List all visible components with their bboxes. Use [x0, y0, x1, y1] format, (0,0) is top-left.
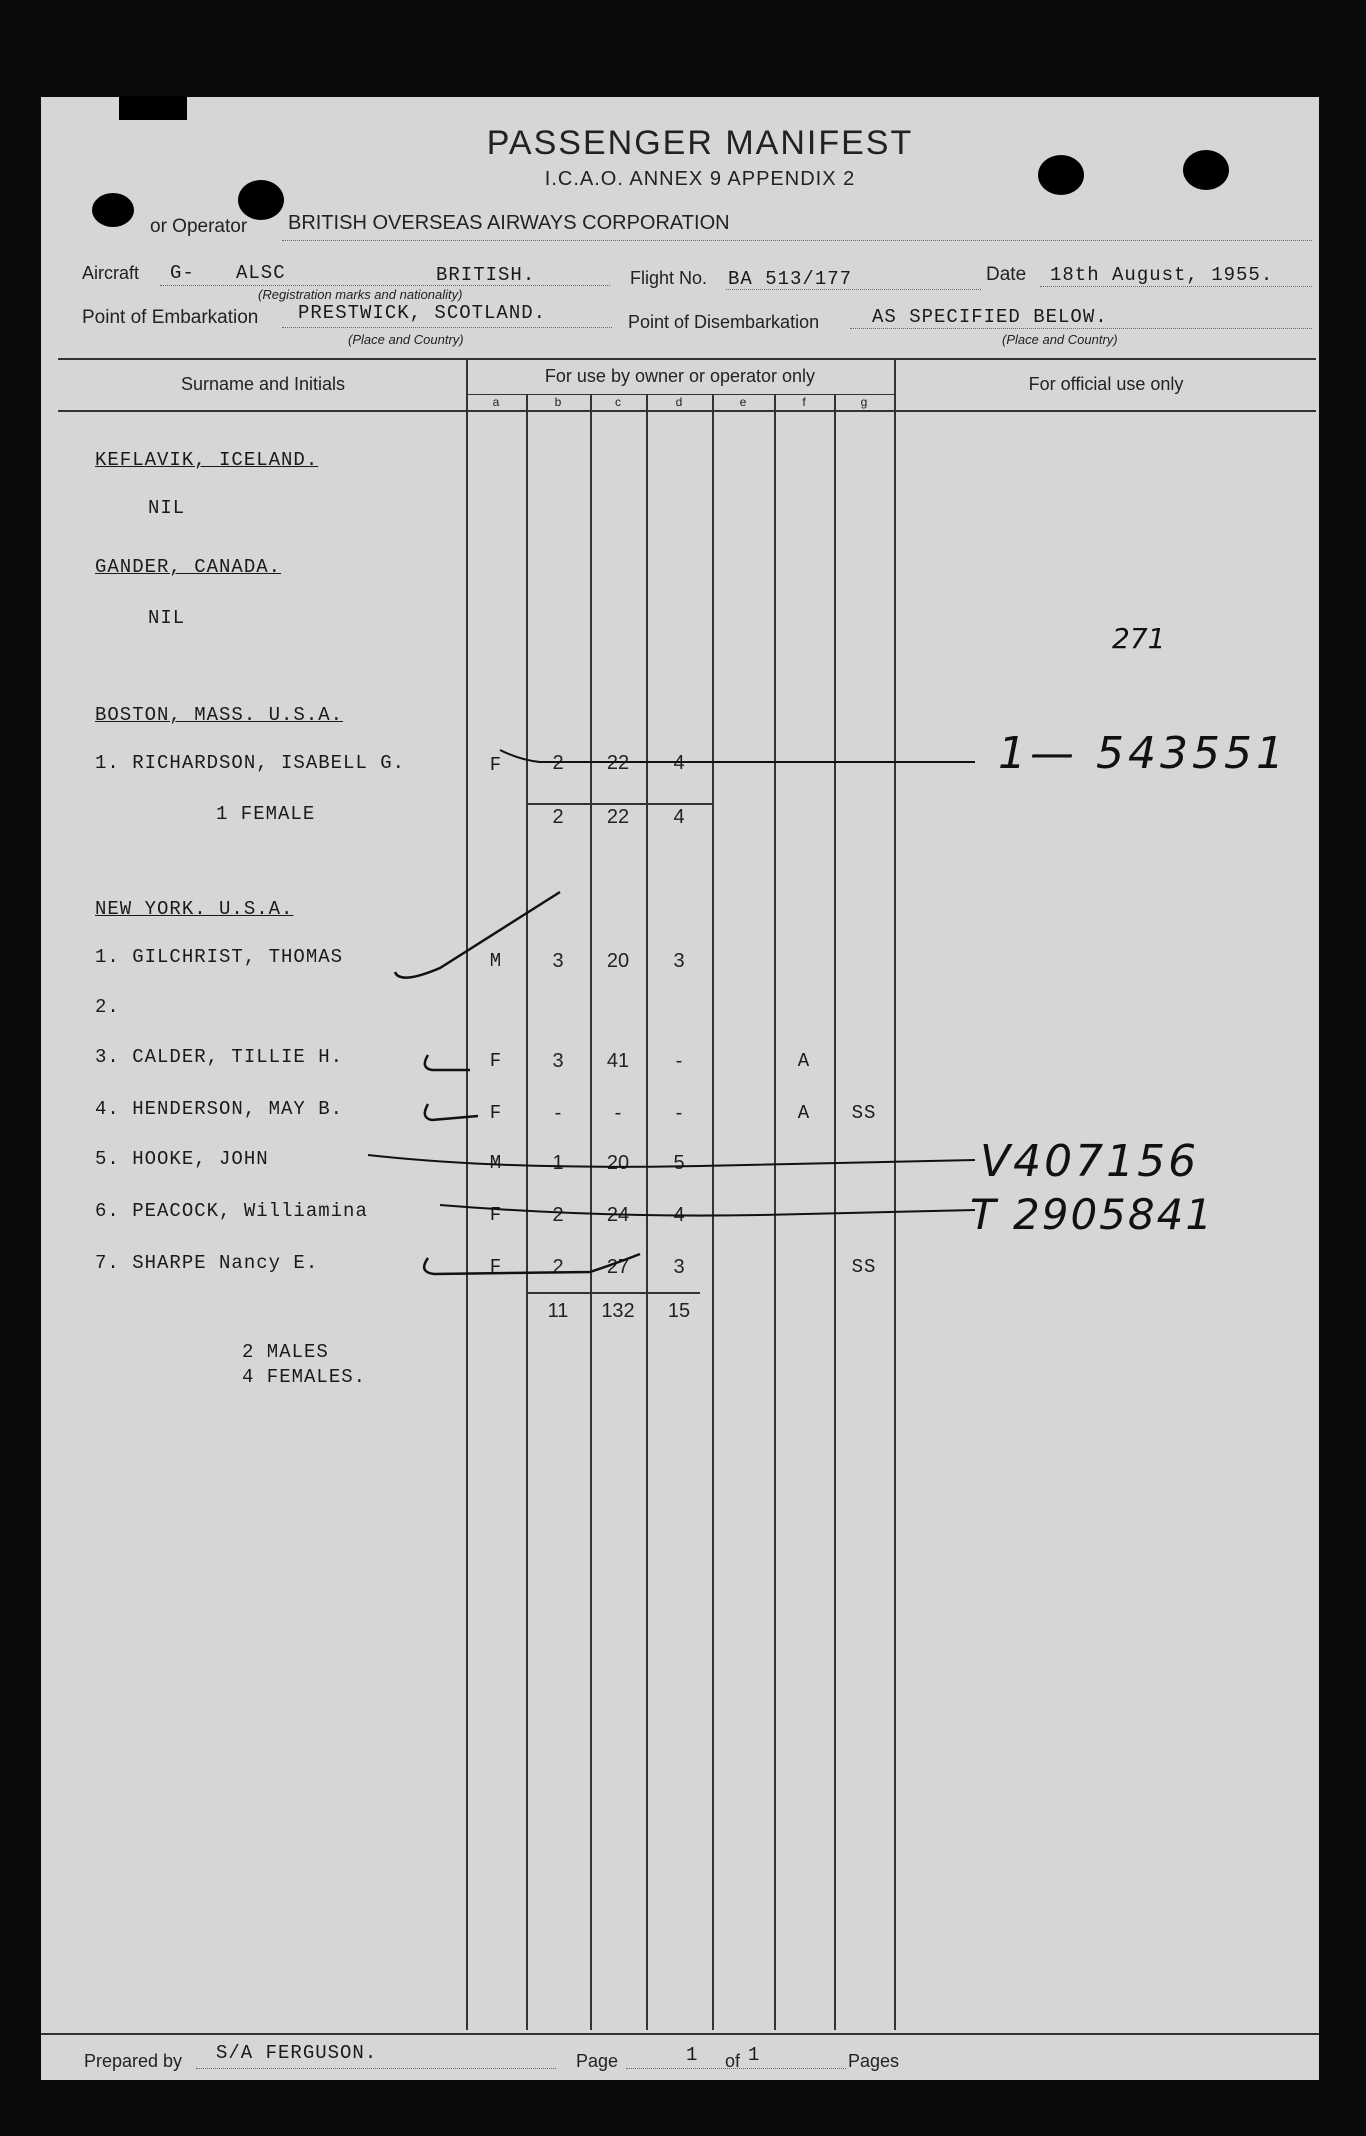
boston-total-b: 2: [552, 806, 564, 828]
passenger-col-a: F: [489, 1050, 503, 1072]
prepared-label: Prepared by: [84, 2051, 183, 2071]
column-letter-f: f: [802, 395, 806, 409]
owner-label: or Operator: [150, 216, 248, 237]
passenger-col-b: -: [554, 1102, 562, 1124]
column-letter-c: c: [615, 395, 621, 409]
passenger-col-d: -: [675, 1050, 683, 1072]
passenger-col-b: 2: [552, 752, 564, 774]
page-label: Page: [576, 2051, 619, 2071]
column-header-owner-use: For use by owner or operator only: [544, 366, 816, 386]
embark-note: (Place and Country): [348, 332, 464, 347]
passenger-name: 3. CALDER, TILLIE H.: [95, 1046, 344, 1068]
passenger-col-d: 5: [673, 1152, 685, 1174]
passenger-name: 7. SHARPE Nancy E.: [95, 1252, 319, 1274]
passenger-col-b: 3: [552, 950, 564, 972]
passenger-col-d: 3: [673, 1256, 685, 1278]
aircraft-note: (Registration marks and nationality): [258, 287, 463, 302]
passenger-col-c: 20: [606, 1152, 630, 1174]
passenger-col-c: 41: [606, 1050, 630, 1072]
aircraft-label: Aircraft: [82, 263, 140, 283]
newyork-total-b: 11: [547, 1300, 569, 1322]
official-page-number: 271: [1112, 622, 1166, 655]
aircraft-nationality: BRITISH.: [436, 264, 536, 286]
tick-henderson: [425, 1104, 478, 1120]
passenger-col-a: F: [489, 1204, 503, 1226]
passenger-name: 1. GILCHRIST, THOMAS: [95, 946, 344, 968]
disembark-value: AS SPECIFIED BELOW.: [872, 306, 1108, 328]
passenger-col-c: -: [614, 1102, 622, 1124]
owner-value: BRITISH OVERSEAS AIRWAYS CORPORATION: [288, 212, 730, 234]
passenger-col-c: 24: [606, 1204, 630, 1226]
column-letter-e: e: [739, 395, 747, 409]
passenger-col-f: A: [797, 1050, 811, 1072]
embark-value: PRESTWICK, SCOTLAND.: [298, 302, 547, 324]
section-heading-keflavik: KEFLAVIK, ICELAND.: [95, 449, 319, 471]
strike-line-hooke: [368, 1155, 975, 1167]
passenger-name: 6. PEACOCK, Williamina: [95, 1200, 368, 1222]
passenger-name: 2.: [95, 996, 120, 1018]
passenger-col-c: 27: [606, 1256, 630, 1278]
disembark-note: (Place and Country): [1002, 332, 1118, 347]
manifest-title: PASSENGER MANIFEST: [486, 124, 914, 162]
passenger-col-d: -: [675, 1102, 683, 1124]
passenger-name: 5. HOOKE, JOHN: [95, 1148, 269, 1170]
section-heading-gander: GANDER, CANADA.: [95, 556, 282, 578]
tick-calder: [425, 1055, 470, 1070]
flight-number: BA 513/177: [728, 268, 853, 290]
newyork-summary-females: 4 FEMALES.: [242, 1366, 367, 1388]
passenger-col-a: F: [489, 1256, 503, 1278]
boston-total-d: 4: [673, 806, 685, 828]
column-letter-d: d: [675, 395, 683, 409]
section-heading-boston: BOSTON, MASS. U.S.A.: [95, 704, 344, 726]
passenger-col-d: 4: [673, 752, 685, 774]
official-note-2: V407156: [980, 1136, 1200, 1187]
passenger-col-d: 3: [673, 950, 685, 972]
aircraft-prefix: G-: [170, 262, 195, 284]
column-letter-g: g: [860, 395, 868, 409]
passenger-col-g: SS: [851, 1102, 877, 1124]
column-letter-b: b: [554, 395, 562, 409]
section-note-gander: NIL: [148, 607, 186, 629]
section-note-keflavik: NIL: [148, 497, 186, 519]
of-label: of: [725, 2051, 741, 2071]
newyork-total-c: 132: [601, 1300, 635, 1322]
passenger-col-a: F: [489, 1102, 503, 1124]
column-letter-a: a: [492, 395, 500, 409]
manifest-subtitle: I.C.A.O. ANNEX 9 APPENDIX 2: [544, 168, 856, 190]
checkmark-gilchrist: [395, 892, 560, 978]
passenger-name: 4. HENDERSON, MAY B.: [95, 1098, 344, 1120]
disembark-label: Point of Disembarkation: [628, 312, 820, 332]
passenger-col-c: 20: [606, 950, 630, 972]
passenger-col-a: M: [489, 1152, 503, 1174]
date-label: Date: [986, 264, 1027, 285]
passenger-col-b: 2: [552, 1256, 564, 1278]
newyork-summary-males: 2 MALES: [242, 1341, 329, 1363]
aircraft-registration: ALSC: [236, 262, 286, 284]
official-note-1: 1— 543551: [998, 728, 1288, 779]
prepared-value: S/A FERGUSON.: [216, 2042, 378, 2064]
page-value: 1: [686, 2044, 699, 2066]
passenger-col-b: 2: [552, 1204, 564, 1226]
tick-sharpe: [424, 1254, 640, 1274]
passenger-col-b: 3: [552, 1050, 564, 1072]
passenger-col-d: 4: [673, 1204, 685, 1226]
passenger-col-g: SS: [851, 1256, 877, 1278]
prepared-line: [196, 2068, 556, 2069]
passenger-col-b: 1: [552, 1152, 564, 1174]
page-line: [626, 2068, 846, 2069]
official-note-3: T 2905841: [970, 1190, 1215, 1239]
strike-line-peacock: [440, 1205, 975, 1216]
passenger-sex: F: [489, 754, 503, 776]
strike-line-richardson: [500, 750, 975, 762]
passenger-col-c: 22: [606, 752, 630, 774]
flight-label: Flight No.: [630, 268, 708, 288]
of-value: 1: [748, 2044, 761, 2066]
passenger-col-a: M: [489, 950, 503, 972]
newyork-total-d: 15: [667, 1300, 691, 1322]
passenger-name: 1. RICHARDSON, ISABELL G.: [95, 752, 406, 774]
boston-total-c: 22: [606, 806, 630, 828]
section-heading-newyork: NEW YORK. U.S.A.: [95, 898, 294, 920]
column-header-surname: Surname and Initials: [180, 374, 346, 394]
column-header-official: For official use only: [1028, 374, 1184, 394]
pages-label: Pages: [848, 2051, 900, 2071]
boston-summary: 1 FEMALE: [216, 803, 316, 825]
passenger-col-f: A: [797, 1102, 811, 1124]
date-value: 18th August, 1955.: [1050, 264, 1274, 286]
embark-label: Point of Embarkation: [82, 307, 259, 328]
